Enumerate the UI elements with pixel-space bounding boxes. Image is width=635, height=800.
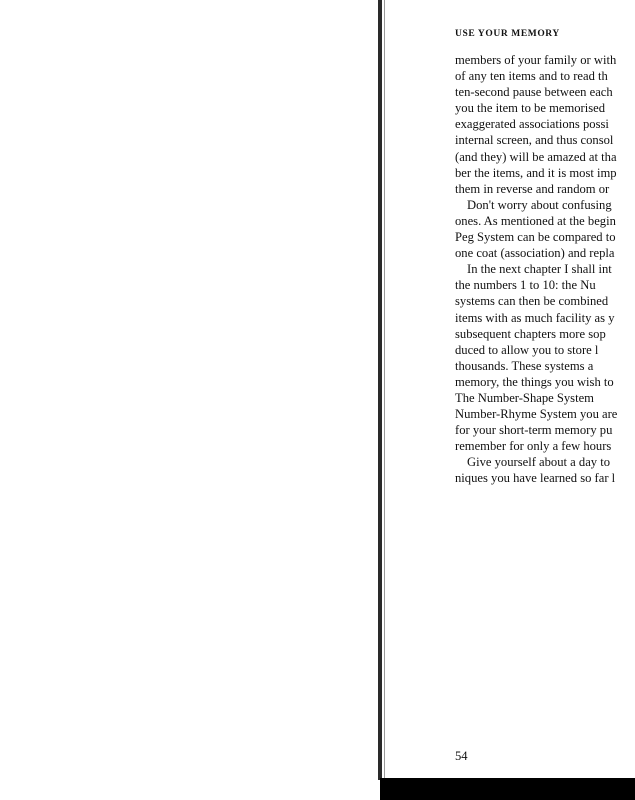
book-page: [455, 0, 635, 780]
text-line: you the item to be memorised: [455, 101, 606, 116]
text-line: exaggerated associations possi: [455, 117, 609, 132]
book-spine-edge: [384, 0, 385, 780]
text-line: items with as much facility as y: [455, 310, 615, 325]
text-line: duced to allow you to store l: [455, 342, 599, 357]
text-line: remember for only a few hours: [455, 439, 612, 454]
text-line: memory, the things you wish to: [455, 374, 614, 389]
text-line: ones. As mentioned at the begin: [455, 213, 616, 228]
body-text: [455, 52, 635, 487]
text-line: Peg System can be compared to: [455, 230, 616, 245]
text-line: systems can then be combined: [455, 294, 609, 309]
text-line: internal screen, and thus consol: [455, 133, 614, 148]
text-line: In the next chapter I shall int: [467, 262, 612, 277]
text-line: thousands. These systems a: [455, 358, 594, 373]
text-line: Give yourself about a day to: [467, 455, 611, 470]
text-line: members of your family or with: [455, 53, 617, 67]
text-line: subsequent chapters more sop: [455, 326, 606, 341]
text-line: one coat (association) and repla: [455, 246, 615, 261]
text-line: The Number-Shape System: [455, 390, 594, 405]
scan-border-bottom: [380, 778, 635, 800]
text-line: of any ten items and to read th: [455, 69, 608, 84]
text-line: for your short-term memory pu: [455, 423, 613, 438]
text-line: ber the items, and it is most imp: [455, 165, 617, 180]
text-line: the numbers 1 to 10: the Nu: [455, 278, 596, 293]
text-line: niques you have learned so far l: [455, 471, 616, 486]
text-line: Don't worry about confusing: [467, 197, 612, 212]
text-line: Number-Rhyme System you are: [455, 407, 618, 422]
text-line: them in reverse and random or: [455, 181, 610, 196]
page-number: 54: [455, 749, 468, 763]
text-line: ten-second pause between each: [455, 85, 613, 100]
running-head: USE YOUR MEMORY: [455, 29, 560, 39]
book-spine-shadow: [378, 0, 382, 780]
text-line: (and they) will be amazed at tha: [455, 149, 617, 164]
